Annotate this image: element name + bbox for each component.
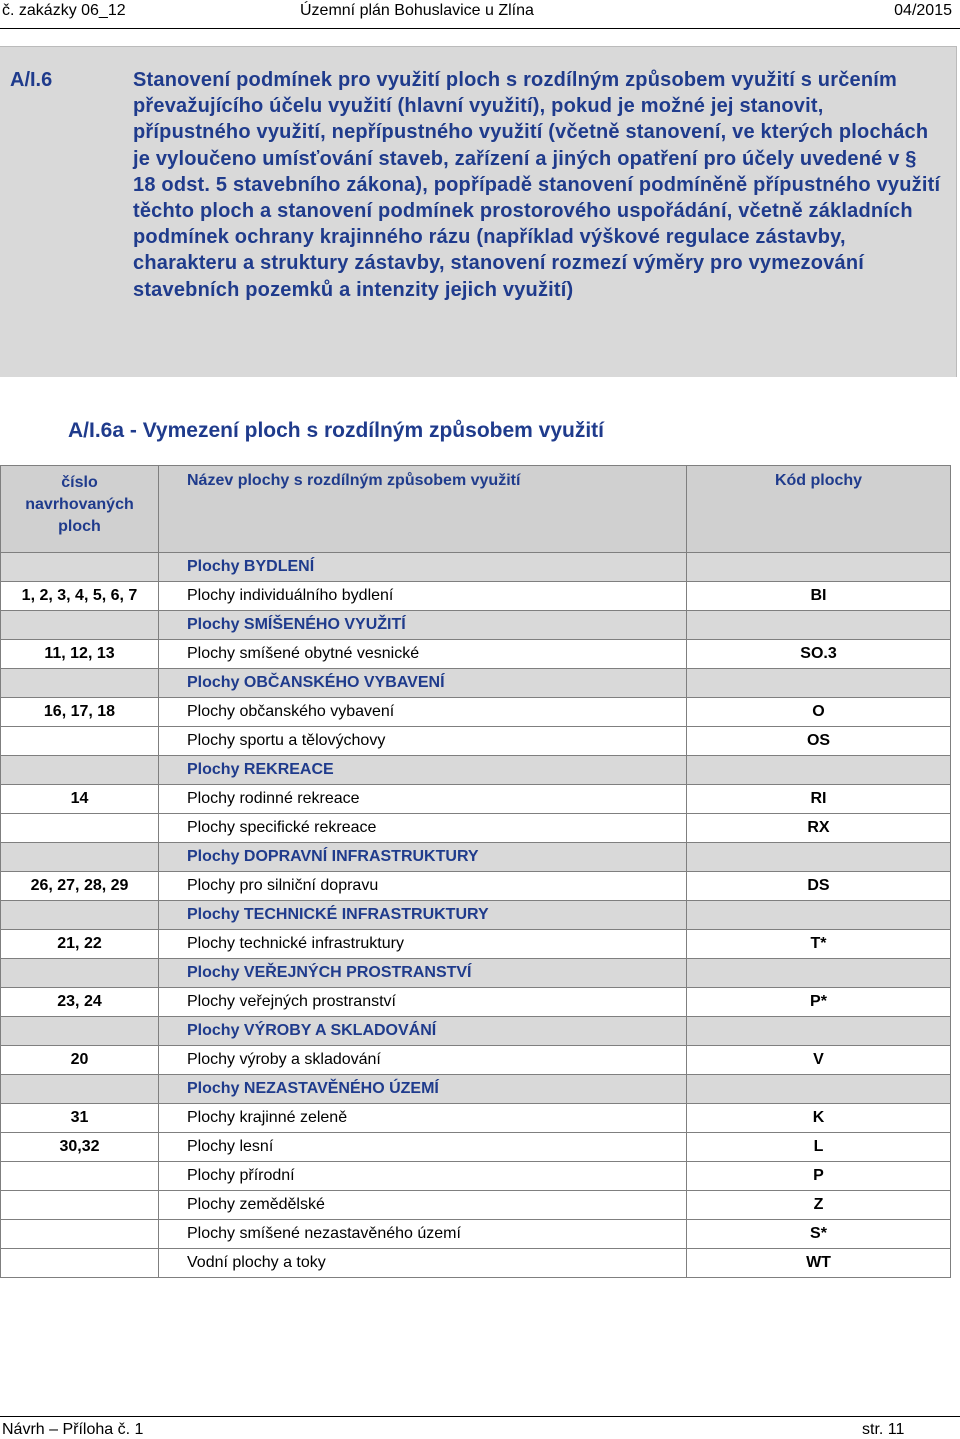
area-numbers: 30,32 (1, 1133, 159, 1162)
area-name: Plochy krajinné zeleně (159, 1104, 687, 1133)
section-heading-box (0, 46, 957, 377)
area-numbers (1, 727, 159, 756)
group-code-cell (687, 669, 951, 698)
group-code-cell (687, 611, 951, 640)
footer-page-number: str. 11 (862, 1421, 905, 1438)
group-title: Plochy DOPRAVNÍ INFRASTRUKTURY (159, 843, 687, 872)
area-code: RX (687, 814, 951, 843)
area-code: RI (687, 785, 951, 814)
group-code-cell (687, 959, 951, 988)
table-row (1, 814, 951, 843)
land-use-table (0, 465, 951, 1278)
area-code: Z (687, 1191, 951, 1220)
area-numbers (1, 1220, 159, 1249)
table-row (1, 698, 951, 727)
area-numbers: 31 (1, 1104, 159, 1133)
table-group-row (1, 959, 951, 988)
group-number-cell (1, 553, 159, 582)
table-row (1, 1162, 951, 1191)
area-name: Plochy výroby a skladování (159, 1046, 687, 1075)
area-name: Plochy technické infrastruktury (159, 930, 687, 959)
table-row (1, 727, 951, 756)
group-number-cell (1, 959, 159, 988)
area-numbers: 1, 2, 3, 4, 5, 6, 7 (1, 582, 159, 611)
group-code-cell (687, 901, 951, 930)
group-code-cell (687, 1017, 951, 1046)
area-numbers (1, 1162, 159, 1191)
table-row (1, 582, 951, 611)
header-contract-number: č. zakázky 06_12 (2, 2, 126, 19)
area-code: DS (687, 872, 951, 901)
header-col-number: číslo navrhovaných ploch (1, 466, 159, 553)
header-col-name: Název plochy s rozdílným způsobem využití (159, 466, 687, 553)
table-row (1, 1133, 951, 1162)
footer-document-label: Návrh – Příloha č. 1 (2, 1421, 144, 1438)
group-code-cell (687, 756, 951, 785)
group-number-cell (1, 669, 159, 698)
header-col-code: Kód plochy (687, 466, 951, 553)
group-title: Plochy REKREACE (159, 756, 687, 785)
table-row (1, 640, 951, 669)
area-code: WT (687, 1249, 951, 1278)
page-footer (0, 1416, 960, 1439)
area-code: O (687, 698, 951, 727)
header-date: 04/2015 (894, 2, 952, 19)
table-row (1, 1104, 951, 1133)
area-code: P* (687, 988, 951, 1017)
area-code: V (687, 1046, 951, 1075)
table-group-row (1, 901, 951, 930)
table-group-row (1, 1075, 951, 1104)
area-code: SO.3 (687, 640, 951, 669)
area-code: T* (687, 930, 951, 959)
area-numbers: 21, 22 (1, 930, 159, 959)
area-numbers: 20 (1, 1046, 159, 1075)
group-title: Plochy BYDLENÍ (159, 553, 687, 582)
area-name: Plochy lesní (159, 1133, 687, 1162)
section-number: A/I.6 (10, 69, 53, 91)
area-numbers (1, 1191, 159, 1220)
group-number-cell (1, 611, 159, 640)
area-code: K (687, 1104, 951, 1133)
group-title: Plochy NEZASTAVĚNÉHO ÚZEMÍ (159, 1075, 687, 1104)
group-title: Plochy VEŘEJNÝCH PROSTRANSTVÍ (159, 959, 687, 988)
table-row (1, 872, 951, 901)
table-row (1, 988, 951, 1017)
area-numbers: 16, 17, 18 (1, 698, 159, 727)
group-title: Plochy SMÍŠENÉHO VYUŽITÍ (159, 611, 687, 640)
group-code-cell (687, 553, 951, 582)
table-row (1, 1249, 951, 1278)
header-document-title: Územní plán Bohuslavice u Zlína (300, 2, 534, 19)
group-title: Plochy TECHNICKÉ INFRASTRUKTURY (159, 901, 687, 930)
group-number-cell (1, 1075, 159, 1104)
group-number-cell (1, 901, 159, 930)
group-title: Plochy OBČANSKÉHO VYBAVENÍ (159, 669, 687, 698)
area-name: Plochy přírodní (159, 1162, 687, 1191)
area-name: Plochy sportu a tělovýchovy (159, 727, 687, 756)
area-name: Plochy specifické rekreace (159, 814, 687, 843)
area-numbers: 14 (1, 785, 159, 814)
area-name: Plochy pro silniční dopravu (159, 872, 687, 901)
group-number-cell (1, 843, 159, 872)
area-code: BI (687, 582, 951, 611)
area-name: Vodní plochy a toky (159, 1249, 687, 1278)
table-group-row (1, 1017, 951, 1046)
area-numbers (1, 1249, 159, 1278)
area-numbers: 11, 12, 13 (1, 640, 159, 669)
section-title: Stanovení podmínek pro využití ploch s rozdílným způsobem využití s určením převažujícího účelu využití (hlavní využití), pokud je možné jej stanovit, přípustného využití, nepřípustného využití (včetně stanovení, ve kterých plochách je vyloučeno umísťování staveb, zařízení a jiných opatření pro účely uvedené v § 18 odst. 5 stavebního zákona), popřípadě stanovení podmíněně přípustného využití těchto ploch a stanovení podmínek prostorového uspořádání, včetně základních podmínek ochrany krajinného rázu (například výškové regulace zástavby, charakteru a struktury zástavby, stanovení rozmezí výměry pro vymezování stavebních pozemků a intenzity jejich využití) (133, 69, 941, 301)
table-row (1, 1046, 951, 1075)
table-header-row (1, 466, 951, 553)
group-code-cell (687, 843, 951, 872)
area-name: Plochy zemědělské (159, 1191, 687, 1220)
area-name: Plochy smíšené nezastavěného území (159, 1220, 687, 1249)
table-row (1, 1220, 951, 1249)
area-code: P (687, 1162, 951, 1191)
group-number-cell (1, 1017, 159, 1046)
area-name: Plochy veřejných prostranství (159, 988, 687, 1017)
group-title: Plochy VÝROBY A SKLADOVÁNÍ (159, 1017, 687, 1046)
area-name: Plochy smíšené obytné vesnické (159, 640, 687, 669)
table-row (1, 930, 951, 959)
area-name: Plochy rodinné rekreace (159, 785, 687, 814)
table-group-row (1, 843, 951, 872)
table-group-row (1, 553, 951, 582)
table-row (1, 1191, 951, 1220)
area-name: Plochy občanského vybavení (159, 698, 687, 727)
table-row (1, 785, 951, 814)
area-name: Plochy individuálního bydlení (159, 582, 687, 611)
area-numbers: 23, 24 (1, 988, 159, 1017)
page-header (0, 0, 960, 29)
group-code-cell (687, 1075, 951, 1104)
area-numbers (1, 814, 159, 843)
area-code: L (687, 1133, 951, 1162)
subsection-title: A/I.6a - Vymezení ploch s rozdílným způsobem využití (68, 419, 605, 442)
land-use-table-body (1, 466, 951, 1278)
area-code: S* (687, 1220, 951, 1249)
table-group-row (1, 669, 951, 698)
area-code: OS (687, 727, 951, 756)
table-group-row (1, 756, 951, 785)
area-numbers: 26, 27, 28, 29 (1, 872, 159, 901)
group-number-cell (1, 756, 159, 785)
table-group-row (1, 611, 951, 640)
